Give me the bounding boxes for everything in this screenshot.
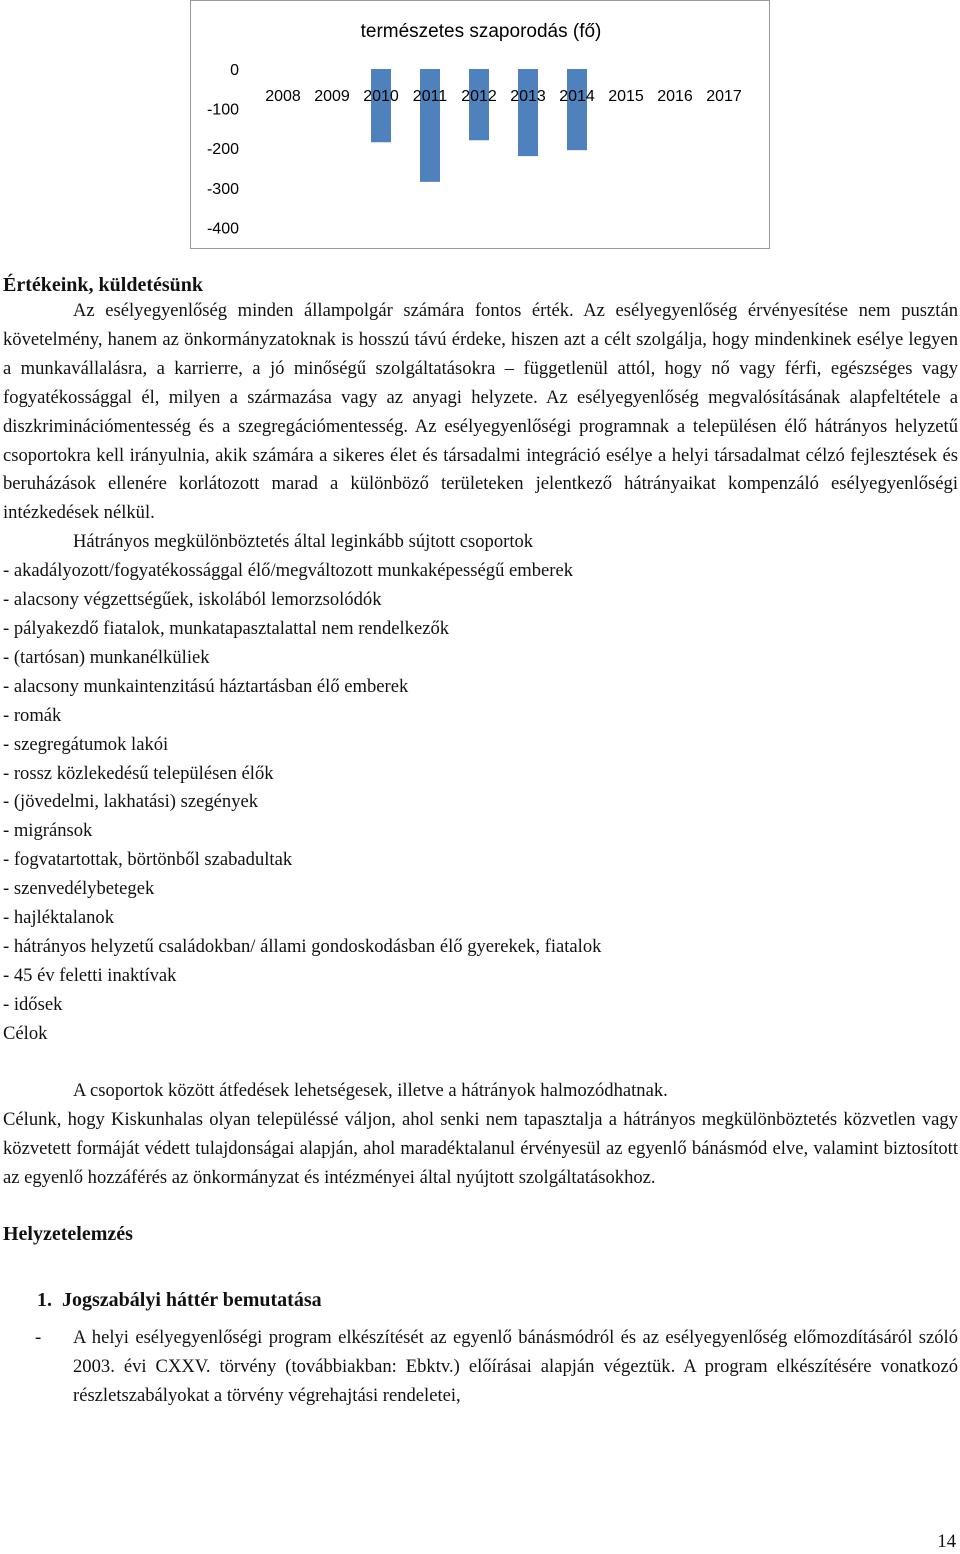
group-list-item: - alacsony végzettségűek, iskolából lemorzsolódók (3, 589, 382, 611)
group-list-item: - migránsok (3, 820, 93, 842)
x-tick-label: 2008 (265, 88, 301, 105)
group-list-item: - idősek (3, 993, 63, 1015)
groups-intro: Hátrányos megkülönböztetés által leginkább sújtott csoportok (73, 531, 534, 553)
group-list-item: - akadályozott/fogyatékossággal élő/megváltozott munkaképességű emberek (3, 560, 574, 582)
legal-background-item (3, 1324, 958, 1411)
legal-background-text: A helyi esélyegyenlőségi program elkészítését az egyenlő bánásmódról és az esélyegyenlőség előmozdításáról szóló 2003. évi CXXV. törvény (továbbiakban: Ebktv.) előírásai alapján végeztük. A program elkészítésére vonatkozó részletszabályokat a törvény végrehajtási rendeletei, (73, 1327, 958, 1406)
goals-label: Célok (3, 1022, 48, 1044)
section-title-analysis: Helyzetelemzés (3, 1223, 133, 1246)
x-tick-label: 2017 (706, 88, 742, 105)
group-list-item: - rossz közlekedésű településen élők (3, 762, 274, 784)
group-list-item: - romák (3, 704, 62, 726)
y-tick-label: -200 (206, 141, 239, 159)
bar-chart (191, 1, 771, 250)
groups-list (3, 557, 958, 1020)
group-list-item: - fogvatartottak, börtönből szabadultak (3, 849, 293, 871)
spacer (3, 1049, 958, 1078)
group-list-item: - pályakezdő fiatalok, munkatapasztalattal nem rendelkezők (3, 617, 450, 639)
subsection-title (3, 1289, 958, 1312)
group-list-item: - szenvedélybetegek (3, 878, 155, 900)
y-tick-label: -100 (206, 101, 239, 119)
goal-paragraph: Célunk, hogy Kiskunhalas olyan településsé váljon, ahol senki nem tapasztalja a hátrányos megkülönböztetés közvetlen vagy közvetett formáját védett tulajdonságai alapján, ahol maradéktalanul érvényesül az egyenlő bánásmód elve, valamint biztosított az egyenlő hozzáférés az önkormányzat és intézményei által nyújtott szolgáltatásokhoz. (3, 1109, 958, 1189)
chart-container (190, 0, 770, 249)
x-tick-label: 2015 (608, 88, 644, 105)
page-number: 14 (937, 1531, 956, 1552)
bar-2010 (371, 69, 391, 142)
bar-2013 (518, 69, 538, 156)
overlap-note: A csoportok között átfedések lehetségesek, illetve a hátrányok halmozódhatnak. (73, 1080, 668, 1102)
chart-title: természetes szaporodás (fő) (360, 21, 602, 42)
x-tick-label: 2013 (510, 88, 546, 105)
group-list-item: - hátrányos helyzetű családokban/ állami gondoskodásban élő gyerekek, fiatalok (3, 935, 602, 957)
section-title-values: Értékeink, küldetésünk (3, 274, 204, 296)
group-list-item: - hajléktalanok (3, 907, 114, 929)
bar-2011 (420, 69, 440, 182)
group-list-item: - 45 év feletti inaktívak (3, 964, 177, 986)
bar-2014 (567, 69, 587, 150)
group-list-item: - (jövedelmi, lakhatási) szegények (3, 791, 259, 813)
group-list-item: - (tartósan) munkanélküliek (3, 646, 210, 668)
paragraph-equal-opportunity: Az esélyegyenlőség minden állampolgár számára fontos érték. Az esélyegyenlőség érvényesítése nem pusztán követelmény, hanem az önkormányzatoknak is hosszú távú érdeke, hiszen azt a célt szolgálja, hogy mindenkinek esélye legyen a munkavállalásra, a karrierre, a jó minőségű szolgáltatásokra – függetlenül attól, hogy nő vagy férfi, egészséges vagy fogyatékossággal él, milyen a származása vagy az anyagi helyzete. Az esélyegyenlőség megvalósításának alapfeltétele a diszkriminációmentesség és a szegregációmentesség. Az esélyegyenlőségi programnak a településen élő hátrányos helyzetű csoportokra kell irányulnia, akik számára a sikeres élet és társadalmi integráció esélye a helyi társadalmat célzó fejlesztések és beruházások ellenére korlátozott marad a különböző területeken jelentkező hátrányaikat kompenzáló esélyegyenlőségi intézkedések nélkül. (3, 300, 958, 524)
x-tick-label: 2016 (657, 88, 693, 105)
group-list-item: - szegregátumok lakói (3, 733, 169, 755)
document-body (3, 274, 958, 1411)
dash-marker: - (35, 1327, 42, 1349)
y-tick-label: 0 (230, 62, 239, 79)
x-tick-label: 2009 (314, 88, 350, 105)
y-tick-label: -300 (206, 180, 239, 198)
y-tick-label: -400 (206, 220, 239, 238)
subsection-label: Jogszabályi háttér bemutatása (62, 1289, 322, 1312)
group-list-item: - alacsony munkaintenzitású háztartásban élő emberek (3, 675, 409, 697)
x-tick-label: 2012 (461, 88, 497, 105)
x-tick-label: 2010 (363, 88, 399, 105)
x-tick-label: 2011 (412, 88, 448, 105)
subsection-number: 1. (37, 1289, 52, 1312)
x-tick-label: 2014 (559, 88, 595, 105)
